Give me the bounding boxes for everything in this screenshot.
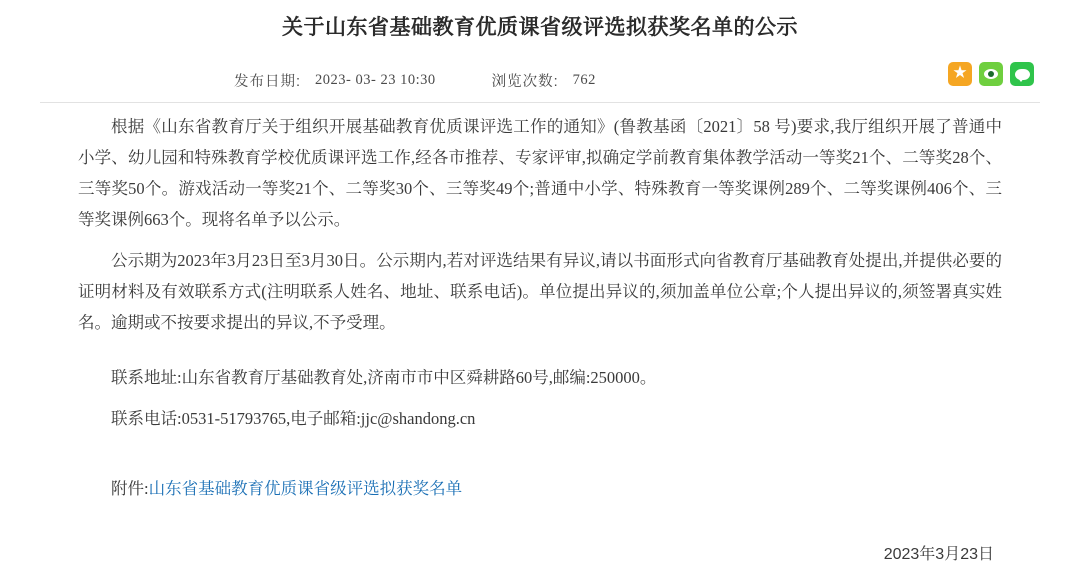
paragraph-1: 根据《山东省教育厅关于组织开展基础教育优质课评选工作的通知》(鲁教基函〔2021〕58 号)要求,我厅组织开展了普通中小学、幼儿园和特殊教育学校优质课评选工作,经各市推荐、专家评审,拟确定学前教育集体教学活动一等奖21个、二等奖28个、三等奖50个。游戏活动一等奖21个、二等奖30个、三等奖49个;普通中小学、特殊教育一等奖课例289个、二等奖课例406个、三等奖课例663个。现将名单予以公示。 [78, 117, 1002, 229]
wechat-icon[interactable] [1010, 62, 1034, 86]
eye-pupil [988, 71, 994, 77]
contact-address: 联系地址:山东省教育厅基础教育处,济南市市中区舜耕路60号,邮编:250000。 [111, 368, 657, 387]
publish-date-label: 发布日期: [234, 73, 302, 90]
eye-ball [984, 69, 998, 79]
body-spacer [78, 348, 1002, 362]
eye-icon[interactable] [979, 62, 1003, 86]
star-glyph: ★ [953, 66, 967, 81]
meta-info [234, 70, 596, 91]
publish-date-group [234, 70, 436, 91]
document-body [78, 111, 1002, 504]
attachment-label: 附件: [111, 479, 149, 498]
publish-date-value: 2023- 03- 23 10:30 [315, 71, 436, 88]
sign-date: 2023年3月23日 [883, 546, 994, 563]
contact-phone: 联系电话:0531-51793765,电子邮箱:jjc@shandong.cn [111, 409, 476, 428]
paragraph-2: 公示期为2023年3月23日至3月30日。公示期内,若对评选结果有异议,请以书面形式向省教育厅基础教育处提出,并提供必要的证明材料及有效联系方式(注明联系人姓名、地址、联系电话)。单位提出异议的,须加盖单位公章;个人提出异议的,须签署真实姓名。逾期或不按要求提出的异议,不予受理。 [78, 251, 1002, 332]
views-label: 浏览次数: [491, 73, 559, 90]
attachment-link[interactable]: 山东省基础教育优质课省级评选拟获奖名单 [148, 479, 463, 498]
views-value: 762 [572, 71, 596, 88]
share-icons [948, 62, 1034, 86]
attachment-line [78, 474, 1002, 504]
meta-bar [40, 58, 1040, 103]
wechat-bubble [1015, 69, 1030, 80]
page-title: 关于山东省基础教育优质课省级评选拟获奖名单的公示 [282, 16, 798, 39]
star-icon[interactable] [948, 62, 972, 86]
views-group [492, 70, 596, 91]
